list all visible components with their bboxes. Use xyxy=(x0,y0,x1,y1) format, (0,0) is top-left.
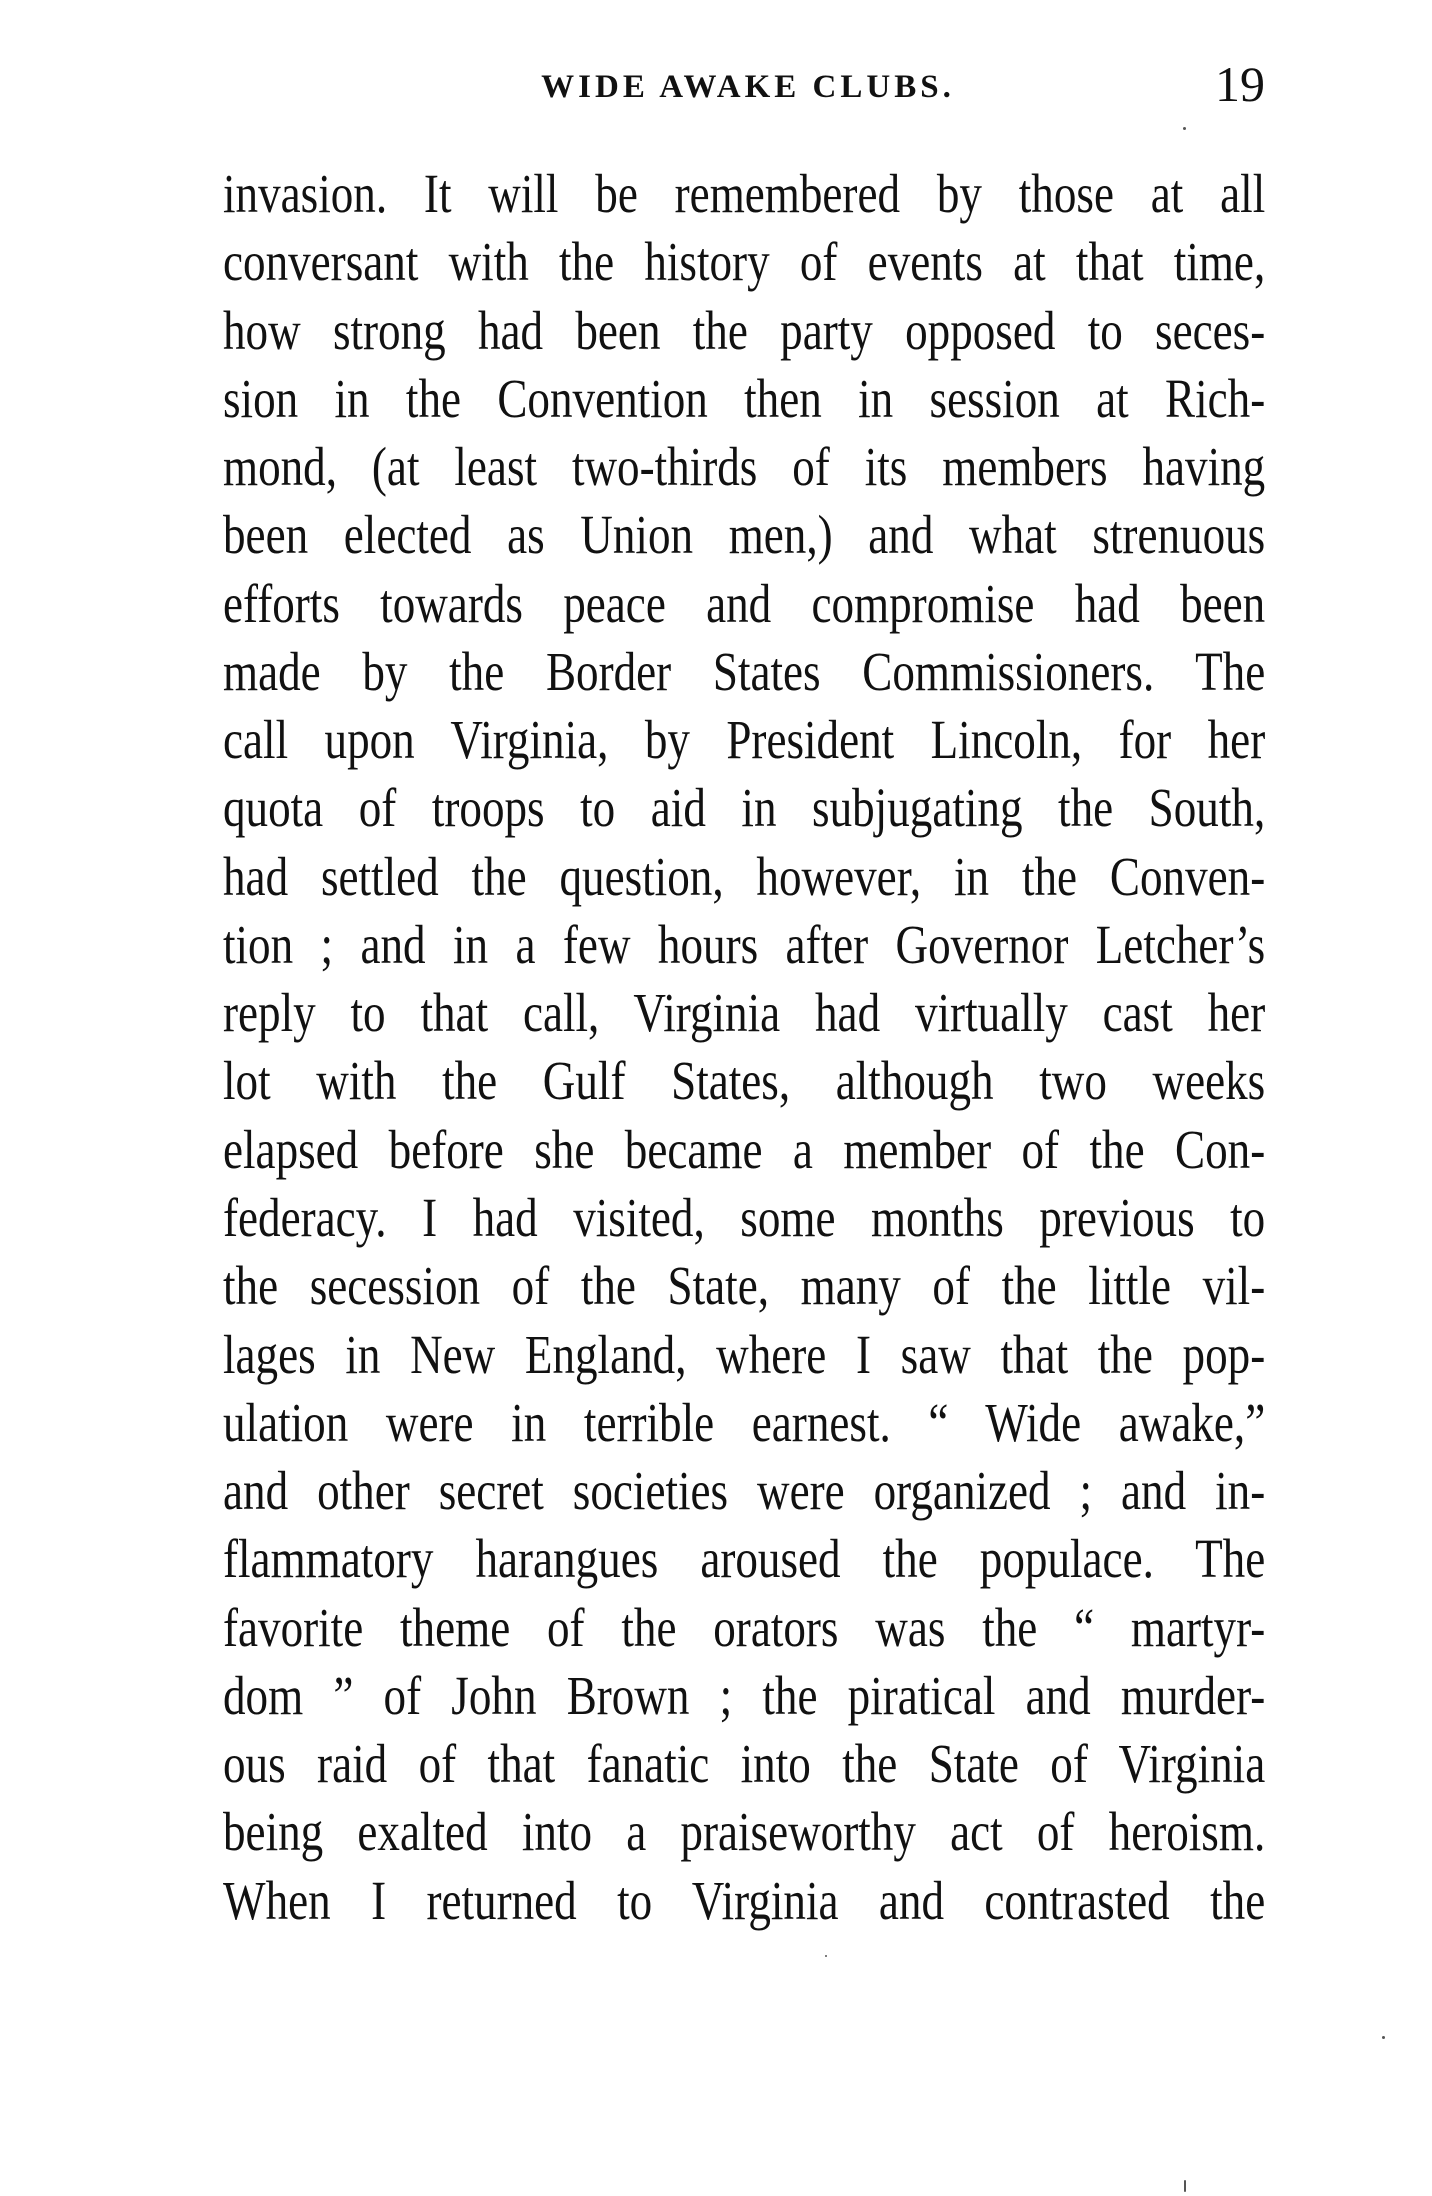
text-line xyxy=(223,913,1266,985)
text-line xyxy=(223,845,1266,917)
text-line-content: flammatory harangues aroused the populace. The xyxy=(223,1528,1266,1590)
text-line-content: ulation were in terrible earnest. “ Wide awake,” xyxy=(223,1391,1266,1453)
text-line xyxy=(223,1733,1266,1804)
text-line xyxy=(223,1596,1266,1668)
text-line-content: lot with the Gulf States, although two weeks xyxy=(223,1050,1266,1112)
text-line-content: call upon Virginia, by President Lincoln, for her xyxy=(223,709,1266,771)
text-line xyxy=(223,1255,1266,1326)
text-line xyxy=(223,436,1266,507)
text-line-content: quota of troops to aid in subjugating the South, xyxy=(223,777,1266,839)
text-line xyxy=(223,1869,1266,1941)
text-line xyxy=(223,709,1266,780)
text-line-content: favorite theme of the orators was the “ martyr- xyxy=(223,1596,1266,1658)
text-line xyxy=(223,1528,1266,1599)
text-line-content: When I returned to Virginia and contrasted the xyxy=(223,1869,1266,1931)
scan-speck xyxy=(1382,2036,1385,2039)
text-line xyxy=(223,777,1266,848)
scan-speck xyxy=(1183,127,1186,130)
text-line-content: elapsed before she became a member of the Con- xyxy=(223,1118,1266,1180)
text-line-content: made by the Border States Commissioners. The xyxy=(223,640,1266,702)
text-line-content: how strong had been the party opposed to seces- xyxy=(223,299,1266,361)
text-line xyxy=(223,640,1266,712)
text-line-content: reply to that call, Virginia had virtually cast her xyxy=(223,982,1266,1044)
text-line-content: lages in New England, where I saw that the pop- xyxy=(223,1323,1266,1385)
text-line xyxy=(223,1460,1266,1531)
scan-speck xyxy=(1184,2180,1186,2192)
scan-speck xyxy=(825,1955,827,1957)
text-line-content: federacy. I had visited, some months previous to xyxy=(223,1186,1266,1248)
text-line xyxy=(223,1050,1266,1121)
text-line-content: the secession of the State, many of the little vil- xyxy=(223,1255,1266,1317)
text-line xyxy=(223,367,1266,439)
text-line xyxy=(223,1118,1266,1190)
text-line xyxy=(223,982,1266,1053)
text-line xyxy=(223,504,1266,575)
running-head xyxy=(223,56,1265,112)
text-line xyxy=(223,1801,1266,1872)
text-line-content: dom ” of John Brown ; the piratical and murder- xyxy=(223,1664,1266,1726)
text-line xyxy=(223,1391,1266,1463)
text-line-content: efforts towards peace and compromise had been xyxy=(223,572,1266,634)
running-title: WIDE AWAKE CLUBS. xyxy=(541,69,955,105)
text-line xyxy=(223,1186,1266,1258)
text-line-content: sion in the Convention then in session at Rich- xyxy=(223,367,1266,429)
text-line-content: ous raid of that fanatic into the State of Virginia xyxy=(223,1733,1266,1795)
text-line xyxy=(223,299,1266,371)
body-text xyxy=(223,163,1266,1941)
text-line-content: been elected as Union men,) and what strenuous xyxy=(223,504,1266,566)
text-line-content: invasion. It will be remembered by those at all xyxy=(223,163,1266,224)
text-line-content: had settled the question, however, in the Conven- xyxy=(223,845,1266,907)
text-line-content: and other secret societies were organized ; and in- xyxy=(223,1460,1266,1522)
text-line-content: being exalted into a praiseworthy act of heroism. xyxy=(223,1801,1266,1863)
text-line xyxy=(223,163,1266,234)
text-line xyxy=(223,231,1266,302)
text-line xyxy=(223,572,1266,644)
text-line xyxy=(223,1664,1266,1736)
text-line-content: tion ; and in a few hours after Governor Letcher’s xyxy=(223,913,1266,975)
text-line xyxy=(223,1323,1266,1395)
page-number: 19 xyxy=(1215,56,1265,112)
text-line-content: conversant with the history of events at that time, xyxy=(223,231,1266,293)
text-line-content: mond, (at least two-thirds of its members having xyxy=(223,436,1266,498)
